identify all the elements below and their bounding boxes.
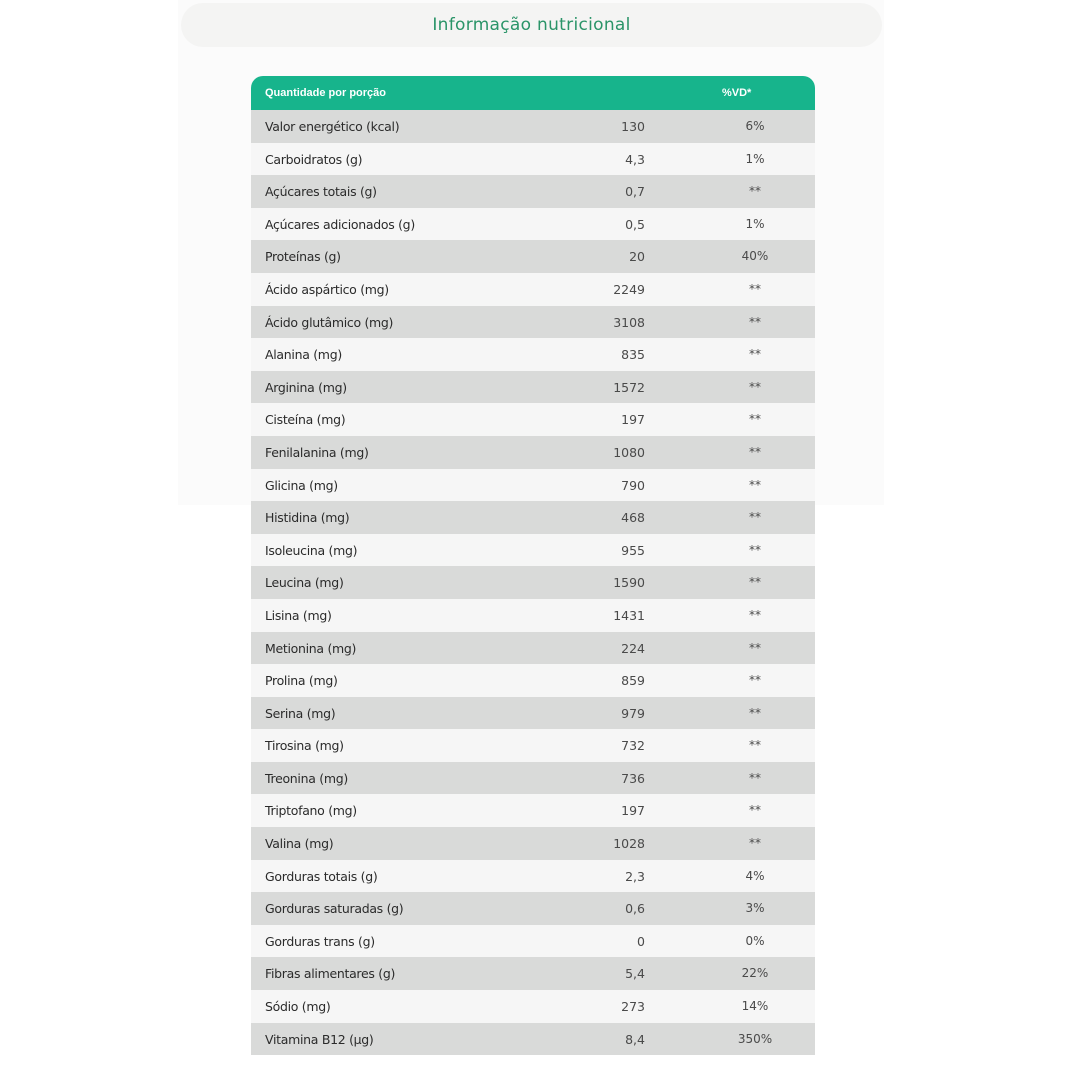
- nutrient-daily-value: 6%: [745, 119, 765, 133]
- nutrient-quantity: 835: [621, 347, 645, 363]
- table-row: [251, 566, 815, 599]
- nutrient-label: Alanina (mg): [265, 347, 342, 363]
- nutrient-daily-value: 350%: [737, 1031, 773, 1046]
- table-row: [251, 892, 815, 925]
- table-row: [251, 403, 815, 436]
- table-row: [251, 632, 815, 665]
- nutrient-quantity: 736: [621, 770, 645, 786]
- nutrient-daily-value: **: [749, 347, 761, 362]
- table-row: [251, 306, 815, 339]
- nutrient-quantity: 1080: [613, 444, 645, 460]
- nutrient-daily-value: **: [749, 575, 761, 590]
- nutrient-quantity: 2249: [613, 281, 645, 297]
- nutrient-daily-value: **: [749, 770, 761, 785]
- table-row: [251, 175, 815, 208]
- table-row: [251, 599, 815, 632]
- table-row: [251, 338, 815, 371]
- table-row: [251, 794, 815, 827]
- table-row: [251, 762, 815, 795]
- nutrient-daily-value: **: [749, 477, 761, 492]
- nutrient-daily-value: 22%: [741, 966, 769, 981]
- nutrient-quantity: 130: [621, 119, 645, 134]
- nutrient-label: Isoleucina (mg): [265, 542, 358, 558]
- nutrient-quantity: 2,3: [625, 868, 645, 884]
- nutrient-quantity: 3108: [613, 314, 645, 330]
- table-row: [251, 1023, 815, 1056]
- table-row: [251, 957, 815, 990]
- table-row: [251, 534, 815, 567]
- table-row: [251, 273, 815, 306]
- nutrition-info-tab[interactable]: [181, 3, 882, 47]
- nutrient-label: Proteínas (g): [265, 249, 341, 265]
- nutrient-quantity: 468: [621, 510, 645, 526]
- nutrient-quantity: 8,4: [625, 1031, 645, 1047]
- nutrient-quantity: 4,3: [625, 151, 645, 167]
- nutrient-label: Gorduras trans (g): [265, 933, 375, 949]
- nutrient-daily-value: 1%: [745, 216, 765, 231]
- nutrient-label: Gorduras saturadas (g): [265, 901, 404, 917]
- nutrient-quantity: 0,6: [625, 901, 645, 917]
- table-row: [251, 371, 815, 404]
- nutrition-info-title: Informação nutricional: [432, 15, 631, 35]
- nutrient-daily-value: **: [749, 184, 761, 199]
- nutrient-quantity: 20: [629, 249, 645, 265]
- nutrient-label: Ácido aspártico (mg): [265, 281, 389, 297]
- nutrient-daily-value: 3%: [745, 901, 765, 916]
- table-row: [251, 729, 815, 762]
- nutrient-quantity: 197: [621, 412, 645, 428]
- nutrient-label: Leucina (mg): [265, 575, 344, 591]
- table-row: [251, 436, 815, 469]
- nutrient-daily-value: **: [749, 444, 761, 459]
- nutrient-quantity: 790: [621, 477, 645, 493]
- table-row: [251, 990, 815, 1023]
- header-serving-label: Quantidade por porção: [265, 87, 387, 99]
- nutrient-daily-value: **: [749, 412, 761, 427]
- nutrient-label: Lisina (mg): [265, 607, 332, 623]
- nutrient-daily-value: **: [749, 673, 761, 688]
- nutrient-label: Tirosina (mg): [265, 738, 344, 754]
- nutrient-quantity: 197: [621, 803, 645, 819]
- nutrient-quantity: 732: [621, 738, 645, 754]
- nutrient-daily-value: 14%: [741, 999, 769, 1014]
- nutrient-daily-value: 1%: [745, 151, 765, 166]
- nutrient-label: Treonina (mg): [265, 770, 348, 786]
- table-row: [251, 208, 815, 241]
- nutrient-label: Ácido glutâmico (mg): [265, 314, 394, 330]
- nutrient-quantity: 1028: [613, 836, 645, 852]
- table-row: [251, 143, 815, 176]
- table-row: [251, 501, 815, 534]
- nutrient-quantity: 979: [621, 705, 645, 721]
- table-row: [251, 469, 815, 502]
- nutrient-daily-value: 40%: [741, 249, 769, 264]
- nutrient-quantity: 5,4: [625, 966, 645, 982]
- table-header: [251, 76, 815, 110]
- table-row: [251, 860, 815, 893]
- table-body: [251, 110, 815, 1055]
- nutrient-label: Cisteína (mg): [265, 412, 346, 428]
- nutrient-label: Fibras alimentares (g): [265, 966, 396, 982]
- table-row: [251, 827, 815, 860]
- nutrient-label: Glicina (mg): [265, 477, 338, 493]
- nutrient-daily-value: 4%: [745, 868, 765, 883]
- nutrient-daily-value: **: [749, 803, 761, 818]
- nutrient-quantity: 0,7: [625, 184, 645, 200]
- nutrient-quantity: 0,5: [625, 216, 645, 232]
- nutrient-daily-value: **: [749, 379, 761, 394]
- table-row: [251, 664, 815, 697]
- nutrient-label: Valor energético (kcal): [265, 119, 400, 134]
- nutrient-label: Gorduras totais (g): [265, 868, 378, 884]
- nutrient-daily-value: **: [749, 738, 761, 753]
- nutrient-label: Vitamina B12 (µg): [265, 1031, 374, 1047]
- table-row: [251, 925, 815, 958]
- nutrient-daily-value: **: [749, 542, 761, 557]
- nutrient-quantity: 224: [621, 640, 645, 656]
- nutrient-label: Arginina (mg): [265, 379, 347, 395]
- nutrient-daily-value: **: [749, 314, 761, 329]
- nutrient-label: Açúcares adicionados (g): [265, 216, 415, 232]
- nutrient-quantity: 859: [621, 673, 645, 689]
- nutrient-label: Açúcares totais (g): [265, 184, 377, 200]
- nutrient-daily-value: 0%: [745, 933, 765, 948]
- nutrient-quantity: 1431: [613, 607, 645, 623]
- nutrient-daily-value: **: [749, 510, 761, 525]
- nutrient-label: Fenilalanina (mg): [265, 444, 369, 460]
- nutrient-daily-value: **: [749, 607, 761, 622]
- nutrient-label: Valina (mg): [265, 836, 334, 852]
- table-row: [251, 110, 815, 143]
- nutrition-table: [251, 76, 815, 1055]
- nutrient-quantity: 1590: [613, 575, 645, 591]
- nutrient-quantity: 273: [621, 999, 645, 1015]
- header-vd-label: %VD*: [722, 87, 752, 99]
- nutrient-label: Carboidratos (g): [265, 151, 363, 167]
- nutrient-daily-value: **: [749, 640, 761, 655]
- nutrient-label: Serina (mg): [265, 705, 336, 721]
- nutrient-quantity: 0: [637, 933, 645, 949]
- nutrient-label: Triptofano (mg): [265, 803, 357, 819]
- nutrient-quantity: 955: [621, 542, 645, 558]
- nutrient-daily-value: **: [749, 281, 761, 296]
- table-row: [251, 697, 815, 730]
- nutrient-label: Sódio (mg): [265, 999, 331, 1015]
- nutrient-label: Histidina (mg): [265, 510, 350, 526]
- nutrient-daily-value: **: [749, 836, 761, 851]
- nutrient-label: Prolina (mg): [265, 673, 338, 689]
- nutrient-label: Metionina (mg): [265, 640, 357, 656]
- table-row: [251, 240, 815, 273]
- nutrient-daily-value: **: [749, 705, 761, 720]
- nutrient-quantity: 1572: [613, 379, 645, 395]
